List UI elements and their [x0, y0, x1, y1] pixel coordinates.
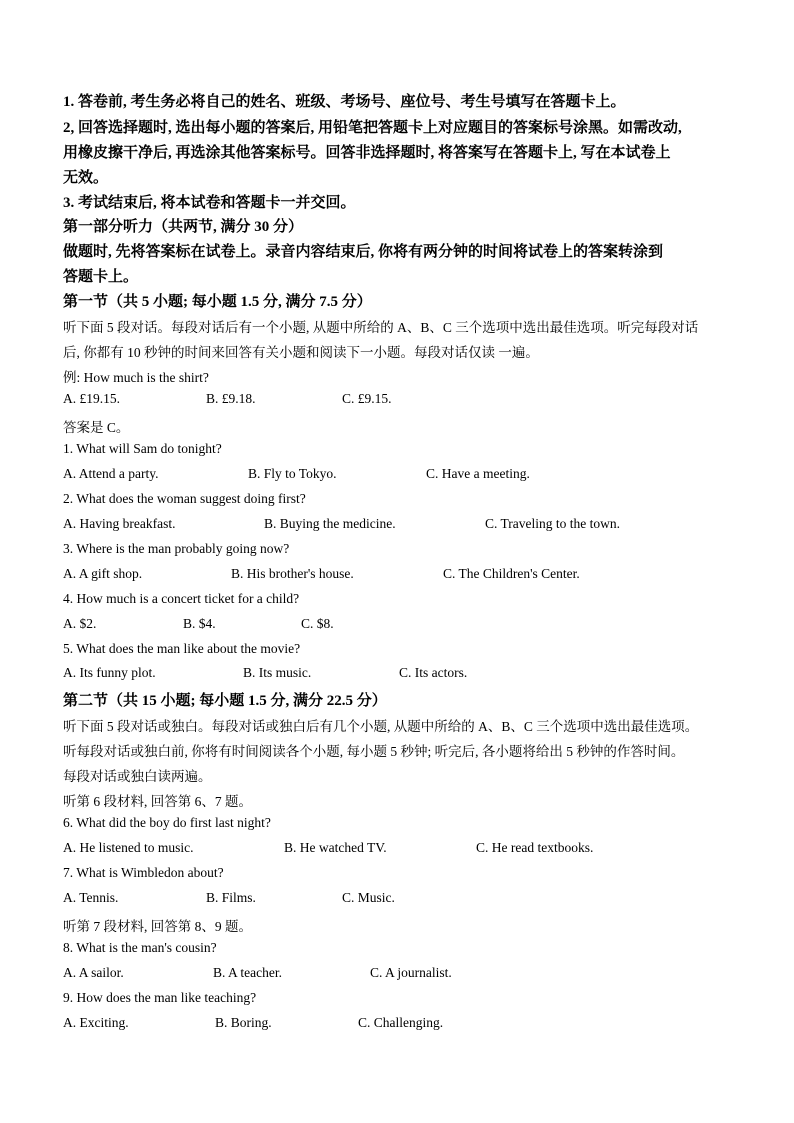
- q2-option-c: C. Traveling to the town.: [485, 516, 621, 531]
- q4-option-c: C. $8.: [301, 616, 334, 631]
- q4-option-a: A. $2.: [63, 616, 97, 631]
- example-option-b: B. £9.18.: [206, 391, 256, 406]
- q3-option-a: A. A gift shop.: [63, 566, 143, 581]
- question-7: 7. What is Wimbledon about?: [63, 865, 224, 880]
- part1-note-line1: 做题时, 先将答案标在试卷上。录音内容结束后, 你将有两分钟的时间将试卷上的答案转涂到: [63, 244, 664, 260]
- q1-option-a: A. Attend a party.: [63, 466, 159, 481]
- q2-option-b: B. Buying the medicine.: [264, 516, 396, 531]
- section1-desc-line2: 后, 你都有 10 秒钟的时间来回答有关小题和阅读下一小题。每段对话仅读 一遍。: [63, 345, 539, 360]
- part1-title: 第一部分听力（共两节, 满分 30 分）: [63, 219, 304, 235]
- example-question: 例: How much is the shirt?: [63, 370, 209, 385]
- instruction-3: 3. 考试结束后, 将本试卷和答题卡一并交回。: [63, 195, 356, 211]
- q4-option-b: B. $4.: [183, 616, 216, 631]
- q5-option-c: C. Its actors.: [399, 665, 468, 680]
- section2-desc-line3: 每段对话或独白读两遍。: [63, 769, 212, 784]
- q8-option-a: A. A sailor.: [63, 965, 124, 980]
- question-9: 9. How does the man like teaching?: [63, 990, 257, 1005]
- section1-desc-line1: 听下面 5 段对话。每段对话后有一个小题, 从题中所给的 A、B、C 三个选项中选出最佳选项。听完每段对话: [63, 320, 699, 335]
- q6-option-b: B. He watched TV.: [284, 840, 387, 855]
- q8-option-b: B. A teacher.: [213, 965, 282, 980]
- instruction-2-line2: 用橡皮擦干净后, 再选涂其他答案标号。回答非选择题时, 将答案写在答题卡上, 写在本试卷上: [63, 145, 671, 161]
- q7-option-c: C. Music.: [342, 890, 395, 905]
- q9-option-b: B. Boring.: [215, 1015, 272, 1030]
- q5-option-a: A. Its funny plot.: [63, 665, 156, 680]
- question-4: 4. How much is a concert ticket for a child?: [63, 591, 300, 606]
- instruction-1: 1. 答卷前, 考生务必将自己的姓名、班级、考场号、座位号、考生号填写在答题卡上。: [63, 94, 626, 110]
- question-1: 1. What will Sam do tonight?: [63, 441, 222, 456]
- instruction-2-line3: 无效。: [63, 170, 109, 186]
- example-option-a: A. £19.15.: [63, 391, 120, 406]
- q7-option-a: A. Tennis.: [63, 890, 119, 905]
- question-6: 6. What did the boy do first last night?: [63, 815, 271, 830]
- q9-option-a: A. Exciting.: [63, 1015, 129, 1030]
- question-3: 3. Where is the man probably going now?: [63, 541, 290, 556]
- q2-option-a: A. Having breakfast.: [63, 516, 176, 531]
- q6-option-a: A. He listened to music.: [63, 840, 194, 855]
- q1-option-c: C. Have a meeting.: [426, 466, 530, 481]
- material-6-note: 听第 6 段材料, 回答第 6、7 题。: [63, 794, 252, 809]
- q1-option-b: B. Fly to Tokyo.: [248, 466, 337, 481]
- q5-option-b: B. Its music.: [243, 665, 312, 680]
- question-5: 5. What does the man like about the movie?: [63, 641, 301, 656]
- q6-option-c: C. He read textbooks.: [476, 840, 594, 855]
- section2-desc-line2: 听每段对话或独白前, 你将有时间阅读各个小题, 每小题 5 秒钟; 听完后, 各小题将给出 5 秒钟的作答时间。: [63, 744, 685, 759]
- question-2: 2. What does the woman suggest doing first?: [63, 491, 306, 506]
- instruction-2-line1: 2, 回答选择题时, 选出每小题的答案后, 用铅笔把答题卡上对应题目的答案标号涂黑。如需改动,: [63, 120, 682, 136]
- section1-title: 第一节（共 5 小题; 每小题 1.5 分, 满分 7.5 分）: [63, 294, 372, 310]
- q9-option-c: C. Challenging.: [358, 1015, 444, 1030]
- section2-title: 第二节（共 15 小题; 每小题 1.5 分, 满分 22.5 分）: [63, 693, 387, 709]
- question-8: 8. What is the man's cousin?: [63, 940, 217, 955]
- part1-note-line2: 答题卡上。: [63, 269, 139, 285]
- q3-option-b: B. His brother's house.: [231, 566, 354, 581]
- q7-option-b: B. Films.: [206, 890, 256, 905]
- q8-option-c: C. A journalist.: [370, 965, 452, 980]
- section2-desc-line1: 听下面 5 段对话或独白。每段对话或独白后有几个小题, 从题中所给的 A、B、C 三个选项中选出最佳选项。: [63, 719, 699, 734]
- material-7-note: 听第 7 段材料, 回答第 8、9 题。: [63, 919, 252, 934]
- example-option-c: C. £9.15.: [342, 391, 392, 406]
- q3-option-c: C. The Children's Center.: [443, 566, 580, 581]
- example-answer: 答案是 C。: [63, 420, 130, 435]
